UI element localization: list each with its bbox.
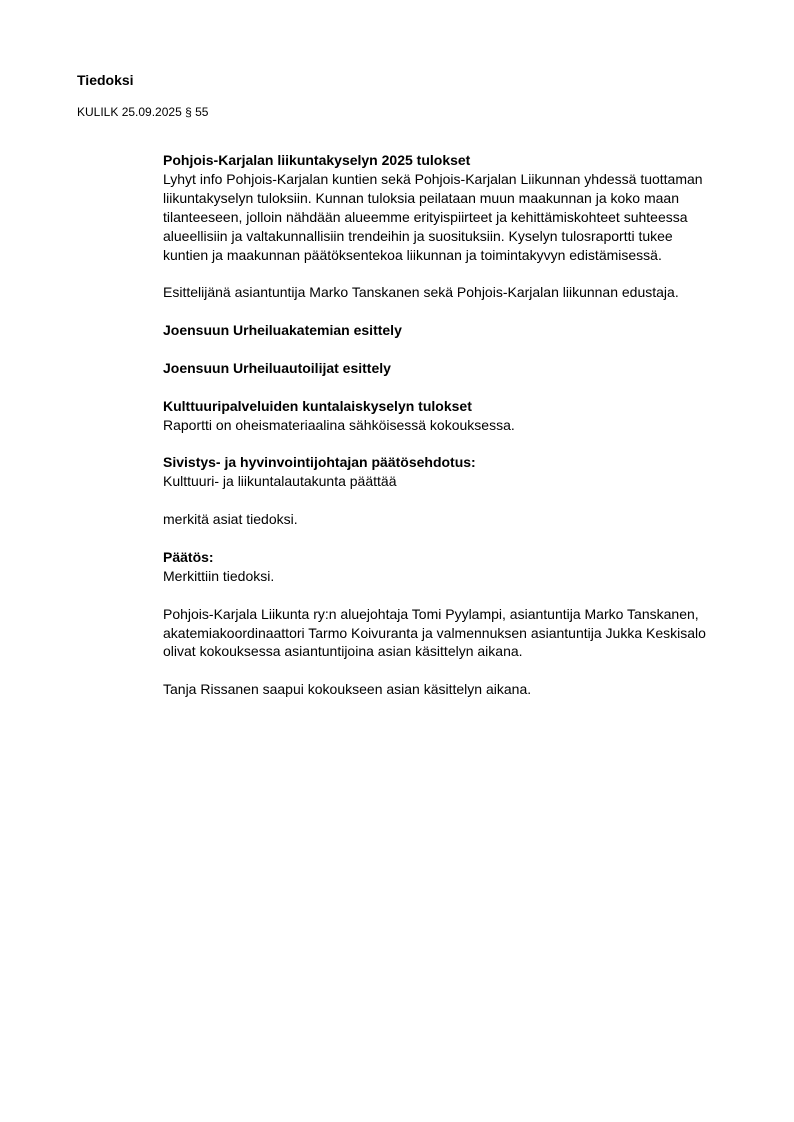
survey-section	[163, 151, 743, 264]
attendees-text-line: akatemiakoordinaattori Tarmo Koivuranta ja valmennuksen asiantuntija Jukka Keskisalo	[163, 624, 706, 641]
survey-text-line: liikuntakyselyn tuloksiin. Kunnan tuloksia peilataan muun maakunnan ja koko maan	[163, 189, 679, 206]
motorsport-heading: Joensuun Urheiluautoilijat esittely	[163, 359, 391, 376]
decision-heading: Päätös:	[163, 548, 214, 565]
proposal-action-text: merkitä asiat tiedoksi.	[163, 511, 298, 528]
attendees-text-line: olivat kokouksessa asiantuntijoina asian käsittelyn aikana.	[163, 643, 523, 660]
culture-survey-heading: Kulttuuripalveluiden kuntalaiskyselyn tulokset	[163, 397, 472, 414]
proposal-section	[163, 453, 743, 491]
proposal-action-section	[163, 510, 743, 529]
arrival-section	[163, 680, 743, 699]
meeting-reference: KULILK 25.09.2025 § 55	[77, 105, 209, 119]
page-title: Tiedoksi	[77, 72, 134, 88]
presenter-section	[163, 283, 743, 302]
document-body	[163, 151, 743, 718]
attendees-section	[163, 605, 743, 662]
presenter-text: Esittelijänä asiantuntija Marko Tanskanen sekä Pohjois-Karjalan liikunnan edustaja.	[163, 284, 679, 301]
survey-text-line: kuntien ja maakunnan päätöksentekoa liikunnan ja toimintakyvyn edistämisessä.	[163, 246, 662, 263]
academy-section	[163, 321, 743, 340]
proposal-heading: Sivistys- ja hyvinvointijohtajan päätösehdotus:	[163, 454, 476, 471]
survey-text-line: alueellisiin ja valtakunnallisiin trendeihin ja suosituksiin. Kyselyn tulosraportti tukee	[163, 227, 673, 244]
decision-text: Merkittiin tiedoksi.	[163, 567, 275, 584]
culture-survey-text: Raportti on oheismateriaalina sähköisessä kokouksessa.	[163, 416, 515, 433]
academy-heading: Joensuun Urheiluakatemian esittely	[163, 322, 402, 339]
decision-section	[163, 548, 743, 586]
survey-text-line: tilanteeseen, jolloin nähdään alueemme erityispiirteet ja kehittämiskohteet suhteessa	[163, 208, 688, 225]
arrival-text: Tanja Rissanen saapui kokoukseen asian käsittelyn aikana.	[163, 681, 532, 698]
survey-text-line: Lyhyt info Pohjois-Karjalan kuntien sekä Pohjois-Karjalan Liikunnan yhdessä tuottaman	[163, 170, 703, 187]
survey-heading: Pohjois-Karjalan liikuntakyselyn 2025 tulokset	[163, 152, 471, 168]
proposal-text: Kulttuuri- ja liikuntalautakunta päättää	[163, 473, 397, 490]
attendees-text-line: Pohjois-Karjala Liikunta ry:n aluejohtaja Tomi Pyylampi, asiantuntija Marko Tanskanen,	[163, 605, 699, 622]
motorsport-section	[163, 359, 743, 378]
culture-survey-section	[163, 397, 743, 435]
